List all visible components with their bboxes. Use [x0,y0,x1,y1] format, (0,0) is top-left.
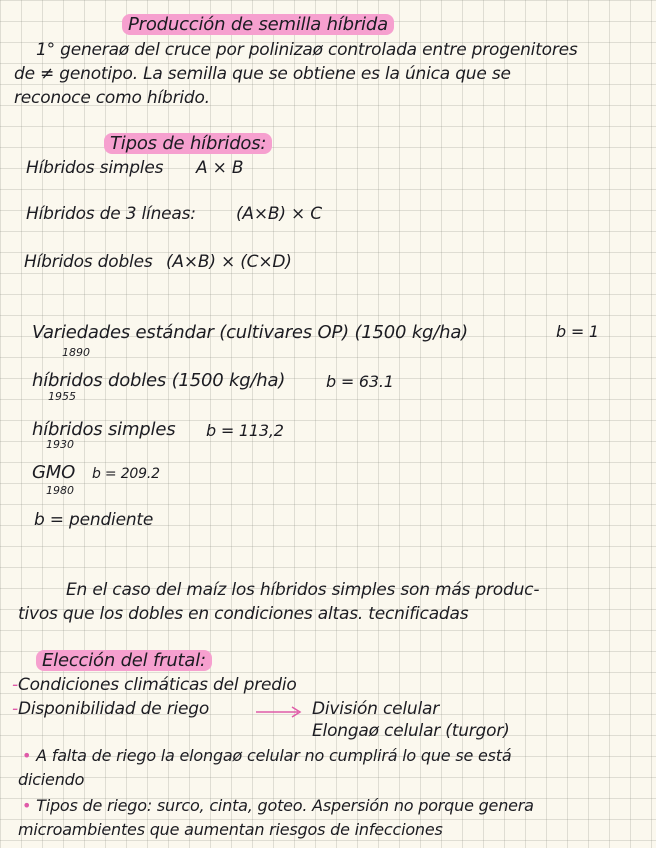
hibrido-simple-formula: A × B [196,158,244,178]
rend-variedades: Variedades estándar (cultivares OP) (1500 kg/ha) [32,322,468,343]
rend-simples-b: b = 113,2 [206,421,284,440]
arrow-target-2: Elongaø celular (turgor) [312,721,510,741]
rend-gmo-b: b = 209.2 [92,466,160,482]
hibrido-dobles-label: Híbridos dobles [24,252,153,272]
rend-variedades-year: 1890 [62,346,90,359]
page-title: Producción de semilla híbrida [122,14,394,35]
bullet-1-line-2: diciendo [18,770,85,789]
bullet-icon: • [22,796,32,815]
hibrido-tres-label: Híbridos de 3 líneas: [26,204,196,224]
hibrido-tres-formula: (A×B) × C [236,204,322,224]
frutal-item-1-text: Condiciones climáticas del predio [17,675,297,695]
intro-line-3: reconoce como híbrido. [14,88,210,108]
bullet-2-line-1 [22,796,534,815]
rend-dobles: híbridos dobles (1500 kg/ha) [32,370,286,391]
rend-gmo-year: 1980 [46,484,74,497]
arrow-right-icon [254,705,304,719]
dash-icon: - [12,675,18,695]
frutal-item-1 [12,675,297,695]
maiz-line-1: En el caso del maíz los híbridos simples son más produc- [66,580,540,600]
rend-dobles-year: 1955 [48,390,76,403]
frutal-item-2 [12,699,209,719]
pendiente-note: b = pendiente [34,510,154,530]
maiz-line-2: tivos que los dobles en condiciones altas. tecnificadas [18,604,469,624]
bullet-1-text: A falta de riego la elongaø celular no cumplirá lo que se está [36,746,512,765]
rend-simples-year: 1930 [46,438,74,451]
dash-icon: - [12,699,18,719]
bullet-icon: • [22,746,32,765]
frutal-item-2-text: Disponibilidad de riego [17,699,210,719]
rend-dobles-b: b = 63.1 [326,372,394,391]
bullet-2-line-2: microambientes que aumentan riesgos de infecciones [18,820,443,839]
intro-line-1: 1° generaø del cruce por polinizaø controlada entre progenitores [36,40,578,60]
tipos-heading: Tipos de híbridos: [104,133,272,154]
frutal-heading: Elección del frutal: [36,650,212,671]
intro-line-2: de ≠ genotipo. La semilla que se obtiene es la única que se [14,64,511,84]
bullet-2-text: Tipos de riego: surco, cinta, goteo. Aspersión no porque genera [36,796,534,815]
arrow-target-1: División celular [312,699,439,719]
hibrido-dobles-formula: (A×B) × (C×D) [166,252,292,272]
rend-gmo: GMO [32,462,76,483]
bullet-1-line-1 [22,746,511,765]
rend-variedades-b: b = 1 [556,322,599,341]
hibrido-simple-label: Híbridos simples [26,158,164,178]
rend-simples: híbridos simples [32,419,176,440]
